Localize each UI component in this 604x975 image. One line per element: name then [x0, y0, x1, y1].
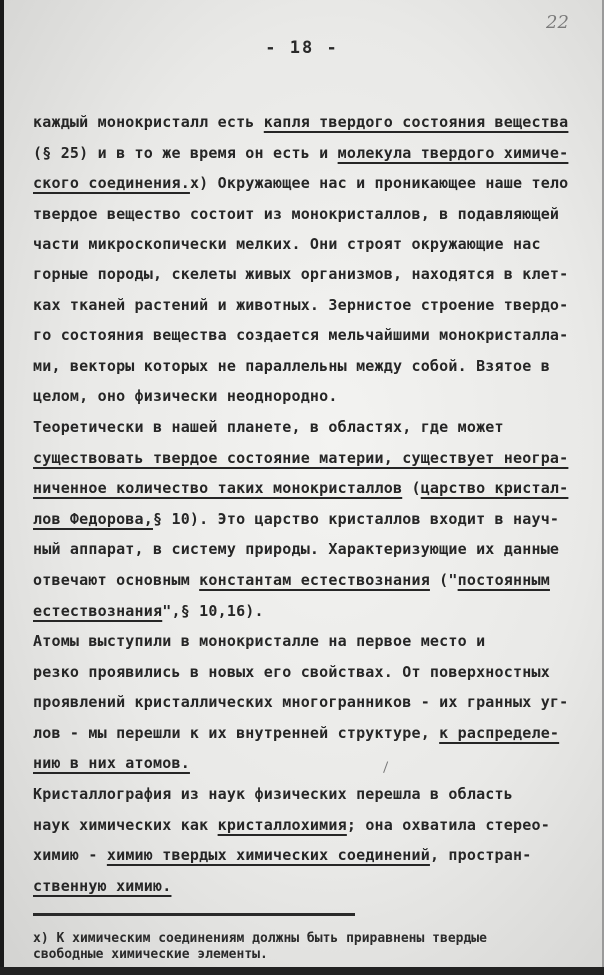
- text-line: [33, 479, 568, 498]
- footnote-line: свободные химические элементы.: [33, 947, 268, 962]
- text-line: [33, 144, 568, 163]
- text-span: ный аппарат, в систему природы. Характеризующие их данные: [33, 540, 560, 558]
- text-line: [33, 846, 531, 865]
- text-span: каждый монокристалл есть: [33, 113, 264, 131]
- text-span: ",§ 10,16).: [162, 602, 264, 620]
- page-number: - 18 -: [265, 38, 339, 58]
- underlined-text: химию твердых химических соединений: [106, 846, 430, 864]
- text-line: [33, 296, 568, 315]
- text-line: [33, 540, 559, 559]
- text-line: [33, 663, 550, 682]
- text-line: [33, 571, 550, 590]
- footnote-separator: [33, 913, 355, 916]
- text-line: [33, 449, 568, 468]
- text-line: [33, 174, 568, 193]
- underlined-text: естествознания: [33, 602, 163, 620]
- underlined-text: молекула твердого химиче-: [337, 144, 569, 162]
- text-span: ; она охватила стерео-: [346, 816, 550, 834]
- underlined-text: ниченное количество таких монокристаллов: [33, 479, 403, 497]
- text-span: твердое вещество состоит из монокристаллов, в подавляющей: [33, 205, 560, 223]
- text-line: [33, 418, 504, 437]
- text-span: (§ 25) и в то же время он есть и: [33, 144, 338, 162]
- text-line: [33, 785, 513, 804]
- text-line: [33, 632, 485, 651]
- text-line: [33, 724, 559, 743]
- text-span: части микроскопически мелких. Они строят окружающие нас: [33, 235, 541, 253]
- text-span: § 10). Это царство кристаллов входит в науч-: [153, 510, 560, 528]
- text-line: [33, 693, 568, 712]
- text-span: целом, оно физически неоднородно.: [33, 387, 338, 405]
- text-span: химию -: [33, 846, 107, 864]
- text-span: Атомы выступили в монокристалле на первое место и: [33, 632, 486, 650]
- underlined-text: ского соединения.: [33, 174, 190, 192]
- underlined-text: константам естествознания: [199, 571, 430, 589]
- underlined-text: к распределе-: [439, 724, 560, 742]
- text-span: (: [402, 479, 421, 497]
- underlined-text: постоянным: [457, 571, 550, 589]
- text-line: [33, 357, 550, 376]
- text-line: [33, 326, 568, 345]
- underlined-text: кристаллохимия: [217, 816, 347, 834]
- text-span: , простран-: [429, 846, 532, 864]
- text-span: Теоретически в нашей планете, в областях, где может: [33, 418, 504, 436]
- text-span: резко проявились в новых его свойствах. От поверхностных: [33, 663, 550, 681]
- text-line: [33, 754, 190, 773]
- text-line: [33, 602, 264, 621]
- underlined-text: нию в них атомов.: [33, 754, 190, 772]
- archive-page-number: 22: [546, 12, 569, 33]
- text-line: [33, 235, 541, 254]
- text-span: Кристаллография из наук физических перешла в область: [33, 785, 513, 803]
- text-span: отвечают основным: [33, 571, 200, 589]
- text-span: x) Окружающее нас и проникающее наше тело: [189, 174, 569, 192]
- text-span: ках тканей растений и животных. Зернистое строение твердо-: [33, 296, 569, 314]
- text-span: горные породы, скелеты живых организмов, находятся в клет-: [33, 265, 569, 283]
- text-span: го состояния вещества создается мельчайшими монокристалла-: [33, 326, 569, 344]
- text-line: [33, 265, 568, 284]
- underlined-text: царство кристал-: [420, 479, 569, 497]
- underlined-text: существовать твердое состояние материи, существует неогра-: [33, 449, 569, 467]
- text-line: [33, 387, 338, 406]
- text-line: [33, 816, 550, 835]
- text-line: [33, 113, 568, 132]
- underlined-text: капля твердого состояния вещества: [263, 113, 569, 131]
- text-line: [33, 877, 171, 896]
- underlined-text: лов Федорова,: [33, 510, 153, 528]
- text-span: ми, векторы которых не параллельны между собой. Взятое в: [33, 357, 550, 375]
- text-span: (": [429, 571, 458, 589]
- text-line: [33, 510, 559, 529]
- text-span: проявлений кристаллических многогранников - их гранных уг-: [33, 693, 569, 711]
- underlined-text: ственную химию.: [33, 877, 172, 895]
- text-line: [33, 205, 559, 224]
- text-span: наук химических как: [33, 816, 218, 834]
- footnote-line: x) К химическим соединениям должны быть приравнены твердые: [33, 931, 487, 946]
- text-span: лов - мы перешли к их внутренней структуре,: [33, 724, 440, 742]
